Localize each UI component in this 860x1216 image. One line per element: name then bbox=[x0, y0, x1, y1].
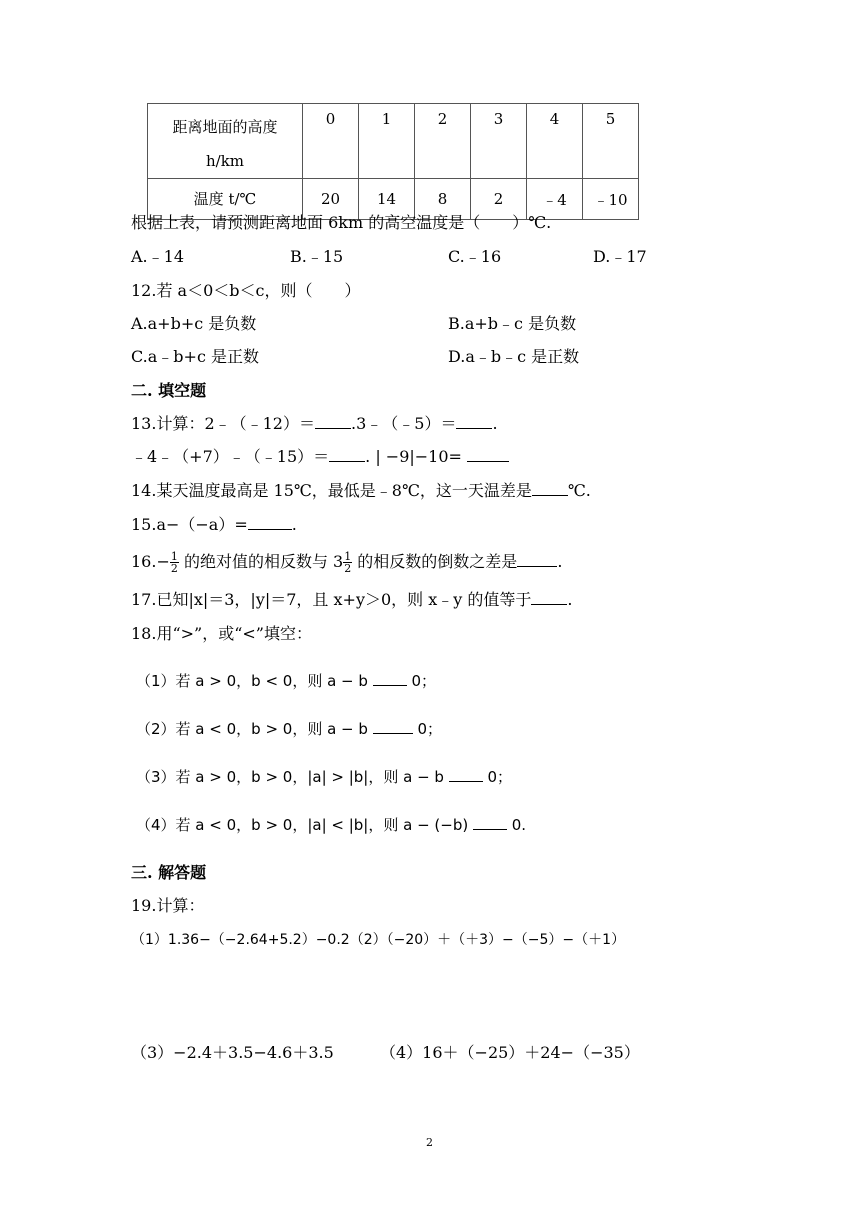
table-cell: 14 bbox=[359, 179, 415, 220]
q19-stem: 19.计算： bbox=[131, 896, 205, 915]
q13-line1 bbox=[131, 414, 498, 434]
q18-item-2 bbox=[136, 719, 442, 739]
q18-stem: 18.用“>”，或“<”填空： bbox=[131, 624, 312, 643]
q18-item-end: 0； bbox=[412, 720, 442, 738]
answer-blank[interactable] bbox=[248, 515, 292, 530]
q19-line1: （1）1.36−（−2.64+5.2）−0.2（2）（−20）＋（＋3）−（−5）−（＋1） bbox=[131, 932, 626, 948]
fraction-one-half bbox=[343, 551, 352, 574]
table-cell: 0 bbox=[303, 104, 359, 179]
table-cell: 1 bbox=[359, 104, 415, 179]
answer-blank[interactable] bbox=[473, 815, 507, 830]
q12-option-c: C.a﹣b+c 是正数 bbox=[131, 347, 259, 366]
answer-blank[interactable] bbox=[449, 767, 483, 782]
q18-item-text: （2）若 a < 0，b > 0，则 a − b bbox=[136, 720, 373, 738]
q18-item-1 bbox=[136, 671, 436, 691]
q15-line bbox=[131, 515, 297, 535]
page-number: 2 bbox=[426, 1136, 433, 1149]
table-cell: 3 bbox=[471, 104, 527, 179]
q12-option-b: B.a+b﹣c 是负数 bbox=[448, 314, 577, 333]
answer-blank[interactable] bbox=[315, 414, 351, 429]
q12-option-a: A.a+b+c 是负数 bbox=[131, 314, 257, 333]
q16-text-b: 的绝对值的相反数与 3 bbox=[178, 552, 344, 571]
q18-item-3 bbox=[136, 767, 512, 787]
answer-blank[interactable] bbox=[467, 447, 509, 462]
q19-part3: （3）−2.4＋3.5−4.6＋3.5 bbox=[131, 1043, 334, 1062]
answer-blank[interactable] bbox=[373, 671, 407, 686]
answer-blank[interactable] bbox=[532, 481, 568, 496]
q15-end: . bbox=[291, 515, 297, 534]
q16-end: . bbox=[557, 552, 563, 571]
table-row-height bbox=[148, 104, 639, 179]
q18-item-text: （3）若 a > 0，b > 0，|a| > |b|，则 a − b bbox=[136, 768, 449, 786]
answer-blank[interactable] bbox=[373, 719, 413, 734]
q14-line bbox=[131, 481, 591, 501]
q15-text: 15.a−（−a）= bbox=[131, 515, 248, 534]
q14-unit: ℃. bbox=[567, 481, 591, 500]
q11-option-a: A.﹣14 bbox=[131, 247, 185, 266]
table-cell: ﹣4 bbox=[527, 179, 583, 220]
q17-end: . bbox=[567, 590, 573, 609]
q18-item-end: 0； bbox=[406, 672, 436, 690]
answer-blank[interactable] bbox=[329, 447, 365, 462]
height-temperature-table bbox=[147, 103, 639, 220]
q13-part2: .3﹣（﹣5）＝ bbox=[351, 414, 457, 433]
q18-item-4 bbox=[136, 815, 526, 835]
q11-option-c: C.﹣16 bbox=[448, 247, 502, 266]
section-fill-in-blank-title: 二. 填空题 bbox=[131, 381, 207, 400]
q11-option-d: D.﹣17 bbox=[593, 247, 647, 266]
table-cell: ﹣10 bbox=[583, 179, 639, 220]
table-cell: 5 bbox=[583, 104, 639, 179]
q18-item-text: （1）若 a > 0，b < 0，则 a − b bbox=[136, 672, 373, 690]
height-label-line1: 距离地面的高度 bbox=[172, 118, 278, 136]
fraction-numerator: 1 bbox=[170, 550, 178, 563]
table-cell: 20 bbox=[303, 179, 359, 220]
answer-blank[interactable] bbox=[531, 590, 567, 605]
q17-line bbox=[131, 590, 573, 610]
table-cell: 2 bbox=[471, 179, 527, 220]
q18-item-end: 0； bbox=[482, 768, 513, 786]
fraction-numerator: 1 bbox=[344, 550, 352, 563]
q18-item-end: 0. bbox=[506, 816, 527, 834]
section-solve-title: 三. 解答题 bbox=[131, 863, 207, 882]
fraction-denominator: 2 bbox=[344, 562, 352, 575]
q11-stem: 根据上表，请预测距离地面 6km 的高空温度是（ ）℃. bbox=[131, 213, 552, 232]
table-cell: 2 bbox=[415, 104, 471, 179]
q13-part3: . bbox=[492, 414, 498, 433]
height-label-line2: h/km bbox=[205, 152, 245, 170]
q12-option-d: D.a﹣b﹣c 是正数 bbox=[448, 347, 580, 366]
answer-blank[interactable] bbox=[456, 414, 492, 429]
q13-part4: ﹣4﹣（+7）﹣（﹣15）＝ bbox=[131, 447, 330, 466]
fraction-one-half bbox=[170, 551, 179, 574]
q18-item-text: （4）若 a < 0，b > 0，|a| < |b|，则 a − (−b) bbox=[136, 816, 473, 834]
q16-text-a: 16.− bbox=[131, 552, 170, 571]
q13-line2 bbox=[131, 447, 509, 467]
q13-part1: 13.计算：2﹣（﹣12）＝ bbox=[131, 414, 315, 433]
q14-text: 14.某天温度最高是 15℃，最低是﹣8℃，这一天温差是 bbox=[131, 481, 532, 500]
q17-text: 17.已知|x|＝3，|y|＝7，且 x+y＞0，则 x﹣y 的值等于 bbox=[131, 590, 532, 609]
q19-part4: （4）16＋（−25）＋24−（−35） bbox=[380, 1043, 640, 1062]
table-cell: 4 bbox=[527, 104, 583, 179]
table-header-temperature: 温度 t/℃ bbox=[148, 179, 303, 220]
table-cell: 8 bbox=[415, 179, 471, 220]
q16-line bbox=[131, 551, 562, 574]
answer-blank[interactable] bbox=[517, 552, 557, 567]
fraction-denominator: 2 bbox=[170, 562, 178, 575]
q13-part5: . | −9|−10= bbox=[365, 447, 462, 466]
q11-option-b: B.﹣15 bbox=[290, 247, 344, 266]
q16-text-c: 的相反数的倒数之差是 bbox=[352, 552, 518, 571]
table-header-height bbox=[148, 104, 303, 179]
q12-stem: 12.若 a＜0＜b＜c，则（ ） bbox=[131, 281, 361, 300]
